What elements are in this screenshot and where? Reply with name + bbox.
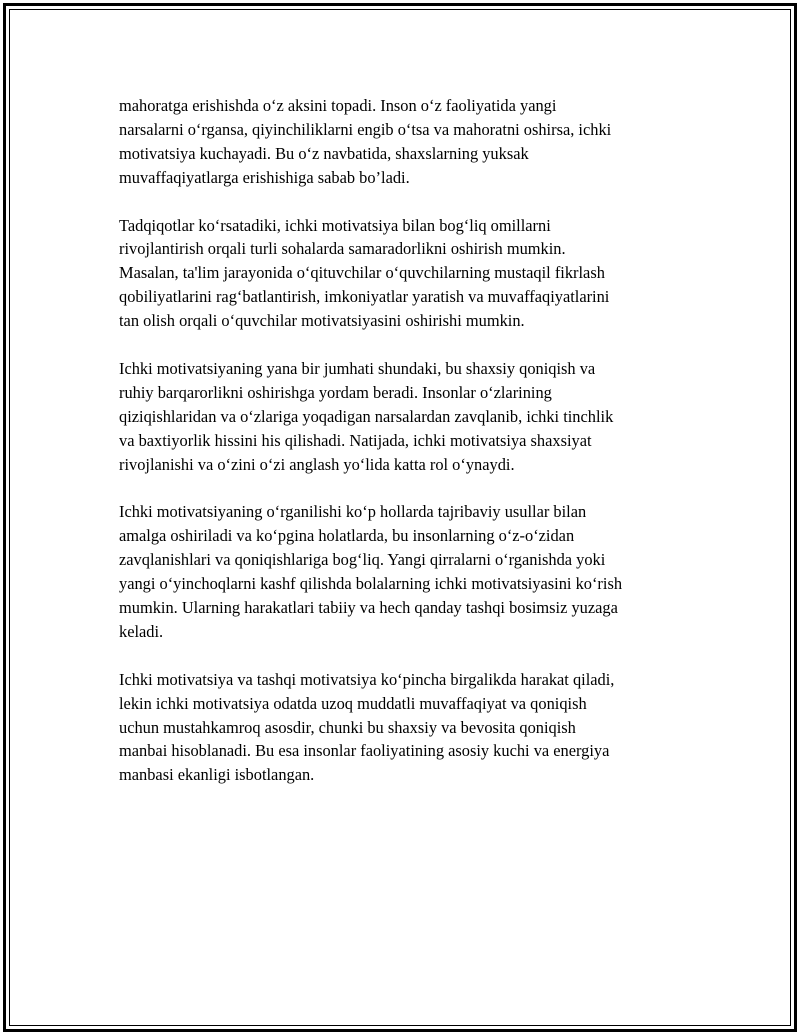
text-line: Ichki motivatsiyaning yana bir jumhati shundaki, bu shaxsiy qoniqish va [119,358,596,378]
paragraph [119,500,709,643]
text-line: keladi. [119,621,164,641]
text-line: uchun mustahkamroq asosdir, chunki bu shaxsiy va bevosita qoniqish [119,717,576,737]
text-line: qobiliyatlarini rag‘batlantirish, imkoniyatlar yaratish va muvaffaqiyatlarini [119,287,610,307]
text-line: yangi o‘yinchoqlarni kashf qilishda bolalarning ichki motivatsiyasini ko‘rish [119,574,623,594]
text-line: qiziqishlaridan va o‘zlariga yoqadigan narsalardan zavqlanib, ichki tinchlik [119,406,614,426]
text-line: motivatsiya kuchayadi. Bu o‘z navbatida, shaxslarning yuksak [119,143,529,163]
text-line: Ichki motivatsiyaning o‘rganilishi ko‘p hollarda tajribaviy usullar bilan [119,502,587,522]
text-line: va baxtiyorlik hissini his qilishadi. Natijada, ichki motivatsiya shaxsiyat [119,430,592,450]
text-line: Masalan, ta'lim jarayonida o‘qituvchilar o‘quvchilarning mustaqil fikrlash [119,263,605,283]
text-line: muvaffaqiyatlarga erishishiga sabab bo’ladi. [119,167,410,187]
paragraph [119,94,709,190]
paragraph [119,668,709,788]
text-line: lekin ichki motivatsiya odatda uzoq muddatli muvaffaqiyat va qoniqish [119,693,587,713]
text-line: rivojlantirish orqali turli sohalarda samaradorlikni oshirish mumkin. [119,239,566,259]
text-line: rivojlanishi va o‘zini o‘zi anglash yo‘lida katta rol o‘ynaydi. [119,454,515,474]
text-line: mahoratga erishishda o‘z aksini topadi. Inson o‘z faoliyatida yangi [119,96,557,115]
text-line: tan olish orqali o‘quvchilar motivatsiyasini oshirishi mumkin. [119,311,525,331]
text-line: zavqlanishlari va qoniqishlariga bog‘liq. Yangi qirralarni o‘rganishda yoki [119,550,606,570]
text-line: manbai hisoblanadi. Bu esa insonlar faoliyatining asosiy kuchi va energiya [119,741,610,761]
paragraph [119,214,709,334]
text-line: amalga oshiriladi va ko‘pgina holatlarda, bu insonlarning o‘z-o‘zidan [119,526,575,546]
text-line: Tadqiqotlar ko‘rsatadiki, ichki motivatsiya bilan bog‘liq omillarni [119,215,551,235]
text-line: Ichki motivatsiya va tashqi motivatsiya ko‘pincha birgalikda harakat qiladi, [119,669,615,689]
text-line: narsalarni o‘rgansa, qiyinchiliklarni engib o‘tsa va mahoratni oshirsa, ichki [119,119,612,139]
paragraph [119,357,709,477]
text-line: mumkin. Ularning harakatlari tabiiy va hech qanday tashqi bosimsiz yuzaga [119,597,618,617]
document-body [119,94,709,811]
text-line: ruhiy barqarorlikni oshirishga yordam beradi. Insonlar o‘zlarining [119,382,552,402]
text-line: manbasi ekanligi isbotlangan. [119,765,315,785]
